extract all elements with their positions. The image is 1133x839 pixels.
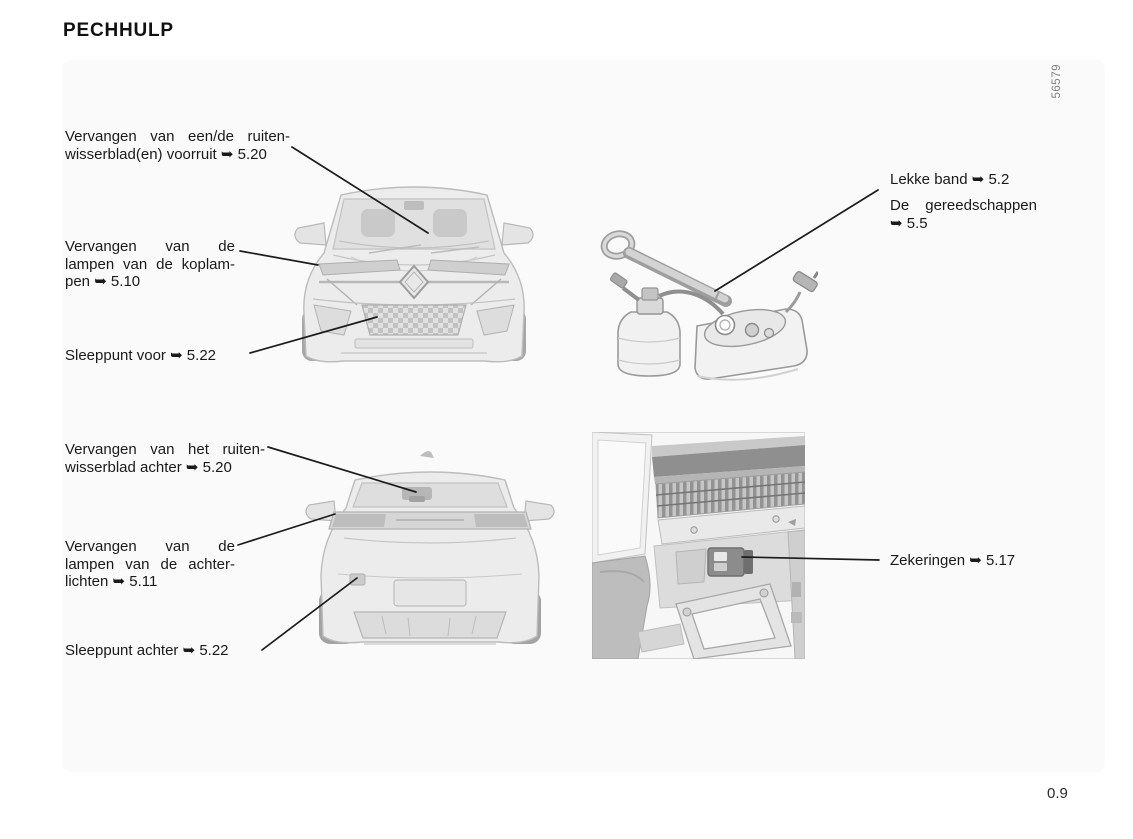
page-number: 0.9 — [1047, 785, 1068, 802]
tyre-kit-illustration — [593, 226, 818, 381]
figure-number: 56579 — [1051, 64, 1063, 99]
callout-line: Vervangen van het ruiten- — [65, 441, 265, 458]
callout-front-wiper — [65, 128, 290, 163]
callout-line: De gereedschappen — [890, 197, 1037, 214]
callout-fuses — [890, 552, 1015, 570]
callout-line: Vervangen van een/de ruiten- — [65, 128, 290, 145]
callout-line: wisserblad achter ➥ 5.20 — [65, 458, 232, 476]
callout-tow-point-rear — [65, 642, 229, 660]
callout-line: Lekke band ➥ 5.2 — [890, 171, 1010, 188]
front-car-illustration — [283, 163, 545, 383]
callout-line: Vervangen van de — [65, 538, 235, 555]
callout-line: Sleeppunt voor ➥ 5.22 — [65, 347, 217, 364]
callout-line: Vervangen van de — [65, 238, 235, 255]
callout-rear-wiper — [65, 441, 265, 476]
callout-line: ➥ 5.5 — [890, 214, 928, 232]
callout-headlamp-bulbs — [65, 238, 235, 291]
callout-line: lampen van de koplam- — [65, 255, 235, 273]
page-title: PECHHULP — [63, 20, 174, 41]
callout-tow-point-front — [65, 347, 216, 365]
callout-line: lampen van de achter- — [65, 555, 235, 573]
callout-line: wisserblad(en) voorruit ➥ 5.20 — [65, 145, 267, 163]
rear-car-illustration — [298, 446, 562, 664]
callout-line: lichten ➥ 5.11 — [65, 573, 158, 591]
callout-line: pen ➥ 5.10 — [65, 273, 141, 291]
content-panel — [62, 60, 1105, 772]
callout-line: Zekeringen ➥ 5.17 — [890, 552, 1016, 569]
callout-flat-tyre — [890, 171, 1009, 189]
callout-tools — [890, 197, 1037, 232]
callout-line: Sleeppunt achter ➥ 5.22 — [65, 642, 229, 659]
callout-rear-lamp-bulbs — [65, 538, 235, 591]
fusebox-illustration — [592, 432, 805, 659]
